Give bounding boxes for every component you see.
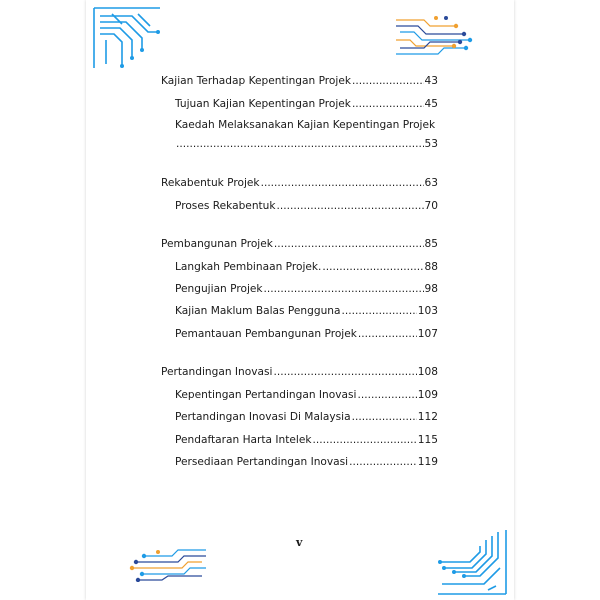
toc-entry[interactable] xyxy=(161,238,438,250)
toc-leader-dots xyxy=(349,456,417,468)
toc-entry[interactable] xyxy=(175,283,438,295)
toc-leader-dots xyxy=(261,177,424,189)
toc-entry[interactable] xyxy=(175,305,438,317)
toc-leader-dots xyxy=(264,283,424,295)
toc-entry-page: 107 xyxy=(417,328,438,340)
toc-entry-page: 115 xyxy=(417,434,438,446)
toc-entry-page: 98 xyxy=(424,283,438,295)
toc-entry-title: Langkah Pembinaan Projek. xyxy=(175,261,322,273)
toc-entry-page: 45 xyxy=(424,98,438,110)
toc-entry-page: 108 xyxy=(417,366,438,378)
toc-entry-title: Pemantauan Pembangunan Projek xyxy=(175,328,357,340)
toc-entry[interactable] xyxy=(175,138,438,150)
toc-entry[interactable] xyxy=(175,200,438,212)
toc-entry[interactable] xyxy=(175,411,438,423)
toc-entry[interactable] xyxy=(175,261,438,273)
toc-entry[interactable] xyxy=(161,75,438,87)
toc-entry-title: Pertandingan Inovasi Di Malaysia xyxy=(175,411,351,423)
toc-entry-title: Persediaan Pertandingan Inovasi xyxy=(175,456,349,468)
toc-entry-page: 112 xyxy=(417,411,438,423)
toc-entry[interactable] xyxy=(175,434,438,446)
toc-entry[interactable] xyxy=(161,177,438,189)
toc-entry-title: Pendaftaran Harta Intelek xyxy=(175,434,312,446)
toc-entry-page: 53 xyxy=(424,138,438,150)
toc-entry-page: 43 xyxy=(424,75,438,87)
toc-entry-title: Rekabentuk Projek xyxy=(161,177,260,189)
toc-entry-title: Kajian Terhadap Kepentingan Projek xyxy=(161,75,351,87)
toc-entry-page: 88 xyxy=(424,261,438,273)
toc-entry-title: Pembangunan Projek xyxy=(161,238,273,250)
toc-entry-page: 70 xyxy=(424,200,438,212)
toc-leader-dots xyxy=(322,261,423,273)
toc-entry-title: Pertandingan Inovasi xyxy=(161,366,273,378)
toc-entry-page: 85 xyxy=(424,238,438,250)
toc-leader-dots xyxy=(274,238,424,250)
toc-entry-title: Tujuan Kajian Kepentingan Projek xyxy=(175,98,351,110)
toc-leader-dots xyxy=(357,389,416,401)
toc-leader-dots xyxy=(352,411,417,423)
toc-leader-dots xyxy=(277,200,424,212)
toc-entry-title: Kepentingan Pertandingan Inovasi xyxy=(175,389,357,401)
toc-entry[interactable] xyxy=(175,456,438,468)
toc-entry-page: 109 xyxy=(417,389,438,401)
toc-entry-page: 63 xyxy=(424,177,438,189)
toc-entry[interactable] xyxy=(161,366,438,378)
toc-leader-dots xyxy=(313,434,417,446)
toc-entry-page: 103 xyxy=(417,305,438,317)
toc-entry-title[interactable]: Kaedah Melaksanakan Kajian Kepentingan Projek xyxy=(175,119,436,131)
toc-leader-dots xyxy=(273,366,416,378)
toc-leader-dots xyxy=(358,328,417,340)
toc-entry[interactable] xyxy=(175,98,438,110)
toc-entry[interactable] xyxy=(175,328,438,340)
toc-leader-dots xyxy=(342,305,417,317)
toc-leader-dots xyxy=(352,75,424,87)
toc-entry-page: 119 xyxy=(417,456,438,468)
toc-leader-dots xyxy=(352,98,424,110)
toc-entry-title: Kajian Maklum Balas Pengguna xyxy=(175,305,341,317)
toc-leader-dots xyxy=(176,138,424,150)
toc-entry[interactable] xyxy=(175,389,438,401)
toc-entry-title: Proses Rekabentuk xyxy=(175,200,276,212)
page-number: v xyxy=(296,536,303,549)
toc-entry-title: Pengujian Projek xyxy=(175,283,263,295)
